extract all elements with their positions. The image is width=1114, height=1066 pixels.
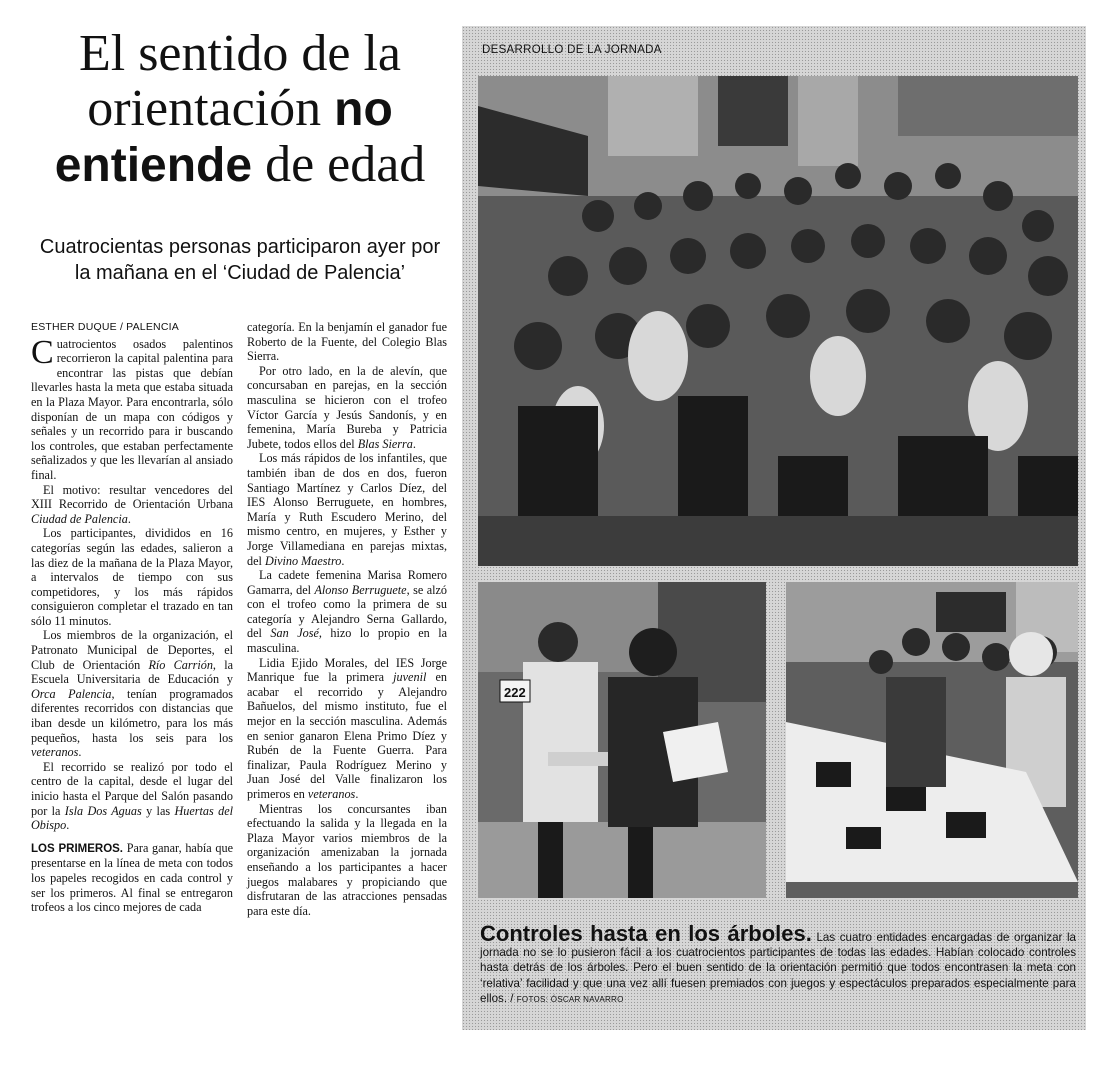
paragraph-text: . bbox=[127, 511, 131, 526]
headline-line3-regular: de edad bbox=[252, 136, 426, 193]
paragraph bbox=[31, 760, 233, 833]
paragraph-text: Lidia Ejido Morales, del IES Jorge Manrique fue la primera bbox=[247, 655, 447, 685]
paragraph bbox=[31, 483, 233, 527]
italic-text: Blas Sierra bbox=[357, 436, 413, 451]
paragraph bbox=[247, 568, 447, 656]
photo-credit: FOTOS: ÓSCAR NAVARRO bbox=[516, 994, 624, 1004]
paragraph-text: . bbox=[78, 745, 82, 760]
paragraph-text: Los más rápidos de los infantiles, que también iban de dos en dos, fueron Santiago Martínez y Carlos Díez, del IES Alonso Berruguete, en hombres, María y Ruth Escudero Merino, del mismo centro, en mujeres, y Esther y Jorge Villamediana en parejas mixtas, del bbox=[247, 451, 447, 568]
photo-caption bbox=[480, 921, 1076, 1007]
paragraph-text: Para ganar, había que presentarse en la línea de meta con todos los papeles recogidos en cada control y ser los primeros. Al final se entregaron trofeos a los cinco mejores de cada bbox=[31, 840, 233, 915]
headline bbox=[30, 26, 450, 193]
headline-line3-bold: entiende bbox=[54, 139, 253, 192]
italic-text: Huertas del Obispo bbox=[31, 803, 233, 833]
byline: ESTHER DUQUE / PALENCIA bbox=[31, 321, 179, 333]
italic-text: Alonso Berruguete bbox=[314, 582, 407, 597]
italic-text: juvenil bbox=[393, 670, 427, 685]
paragraph-text: , se alzó con el trofeo como la primera de su categoría y Alejandro Serna Gallardo, del bbox=[247, 582, 448, 641]
controls-table-photo-illustration bbox=[786, 582, 1078, 898]
paragraph-text: en acabar el recorrido y Alejandro Bañuelos, del mismo instituto, fue el mejor en la sección masculina. Además en senior ganaron Elena Primo Díez y Rubén de la Fuente Guerra. Para finalizar, Paula Rodríguez Merino y Juan José del Valle finalizaron los primeros en bbox=[247, 670, 447, 801]
paragraph-text: y las bbox=[141, 803, 175, 818]
caption-title: Controles hasta en los árboles. bbox=[480, 921, 812, 946]
paragraph bbox=[247, 656, 447, 802]
italic-text: Río Carrión bbox=[148, 657, 213, 672]
paragraph-text: . bbox=[66, 818, 70, 833]
headline-line2-bold: no bbox=[334, 83, 393, 136]
crowd-photo-illustration bbox=[478, 76, 1078, 566]
paragraph bbox=[31, 333, 233, 483]
subsection-lead: LOS PRIMEROS. bbox=[31, 842, 124, 855]
paragraph-text: , hizo lo propio en la masculina. bbox=[247, 626, 448, 656]
photo-controls-table bbox=[786, 582, 1078, 898]
subheadline: Cuatrocientas personas participaron ayer por la mañana en el ‘Ciudad de Palencia’ bbox=[39, 236, 441, 284]
paragraph bbox=[31, 841, 233, 915]
paragraph: categoría. En la benjamín el ganador fue Roberto de la Fuente, del Colegio Blas Sierra. bbox=[247, 320, 447, 364]
italic-text: Isla Dos Aguas bbox=[64, 803, 142, 818]
headline-line1: El sentido de la bbox=[78, 25, 402, 82]
italic-text: veteranos bbox=[307, 787, 356, 801]
paragraph-text: La cadete femenina Marisa Romero Gamarra, del bbox=[247, 568, 447, 597]
italic-text: Orca Palencia bbox=[31, 686, 112, 701]
italic-text: Ciudad de Palencia bbox=[31, 511, 128, 526]
paragraph: Mientras los concursantes iban efectuando la salida y la llegada en la Plaza Mayor varios miembros de la organización amenizaban la jornada enseñando a los participantes a hacer juegos malabares y propiciando que disfrutaran de las atracciones pensadas para este día. bbox=[247, 801, 447, 918]
main-photo-crowd bbox=[478, 76, 1078, 566]
italic-text: San José bbox=[270, 626, 319, 641]
italic-text: veteranos bbox=[31, 745, 79, 760]
paragraph-text: El motivo: resultar vencedores del XIII Recorrido de Orientación Urbana bbox=[31, 482, 233, 512]
paragraph bbox=[247, 364, 447, 452]
article-column-2 bbox=[247, 320, 447, 918]
caption-text: Las cuatro entidades encargadas de organizar la jornada no se lo pusieron fácil a los cuatrocientos participantes de todas las edades. Habían colocado controles hasta detrás de los árboles. Pero el buen sentido de la orientación permitió que todos encontrasen la meta con ‘relativa’ facilidad y que una vez allí fuesen premiados con juegos y espectáculos preparados especialmente para ellos. / bbox=[480, 931, 1076, 1005]
competitors-photo-illustration bbox=[478, 582, 766, 898]
paragraph bbox=[31, 628, 233, 759]
paragraph-text: . bbox=[412, 436, 416, 451]
paragraph-text: . bbox=[341, 553, 345, 568]
paragraph-text: El recorrido se realizó por todo el centro de la capital, desde el lugar del inicio hasta el Parque del Salón pasando por la bbox=[31, 759, 233, 818]
paragraph: Los participantes, divididos en 16 categorías según las edades, salieron a las diez de la mañana de la Plaza Mayor, a intervalos de tiempo con sus competidores, y los más rápidos consiguieron completar el trazado en tan sólo 11 minutos. bbox=[31, 526, 233, 628]
headline-line2-regular: orientación bbox=[87, 80, 335, 137]
paragraph-text: uatrocientos osados palentinos recorrieron la capital palentina para encontrar las pistas que debían llevarles hasta la meta que estaba situada en la Plaza Mayor. Para encontrarla, sólo disponían de un mapa con códigos y señales y un recorrido para ir buscando los controles, que estaban perfectamente señalizados y que les llevarían al ansiado final. bbox=[31, 336, 233, 482]
paragraph-text: Los miembros de la organización, el Patronato Municipal de Deportes, el Club de Orientación bbox=[31, 628, 233, 672]
paragraph bbox=[247, 451, 447, 568]
photo-competitors-map bbox=[478, 582, 766, 898]
italic-text: Divino Maestro bbox=[264, 553, 342, 568]
paragraph-text: Por otro lado, en la de alevín, que concursaban en parejas, en la sección masculina se hicieron con el trofeo Víctor García y Jesús Sandonís, y en femenina, María Bureba y Patricia Jubete, todos ellos del bbox=[247, 363, 447, 451]
section-label: DESARROLLO DE LA JORNADA bbox=[482, 44, 662, 56]
paragraph-text: . bbox=[355, 787, 359, 801]
paragraph-text: , la Escuela Universitaria de Educación y bbox=[31, 657, 234, 687]
article-column-1 bbox=[31, 320, 233, 915]
paragraph-text: , tenían programados diferentes recorridos con distancias que iban desde un kilómetro, para los más pequeños, hasta los seis para los bbox=[31, 686, 234, 745]
bib-number: 222 bbox=[504, 685, 526, 700]
drop-cap: C bbox=[31, 333, 54, 371]
